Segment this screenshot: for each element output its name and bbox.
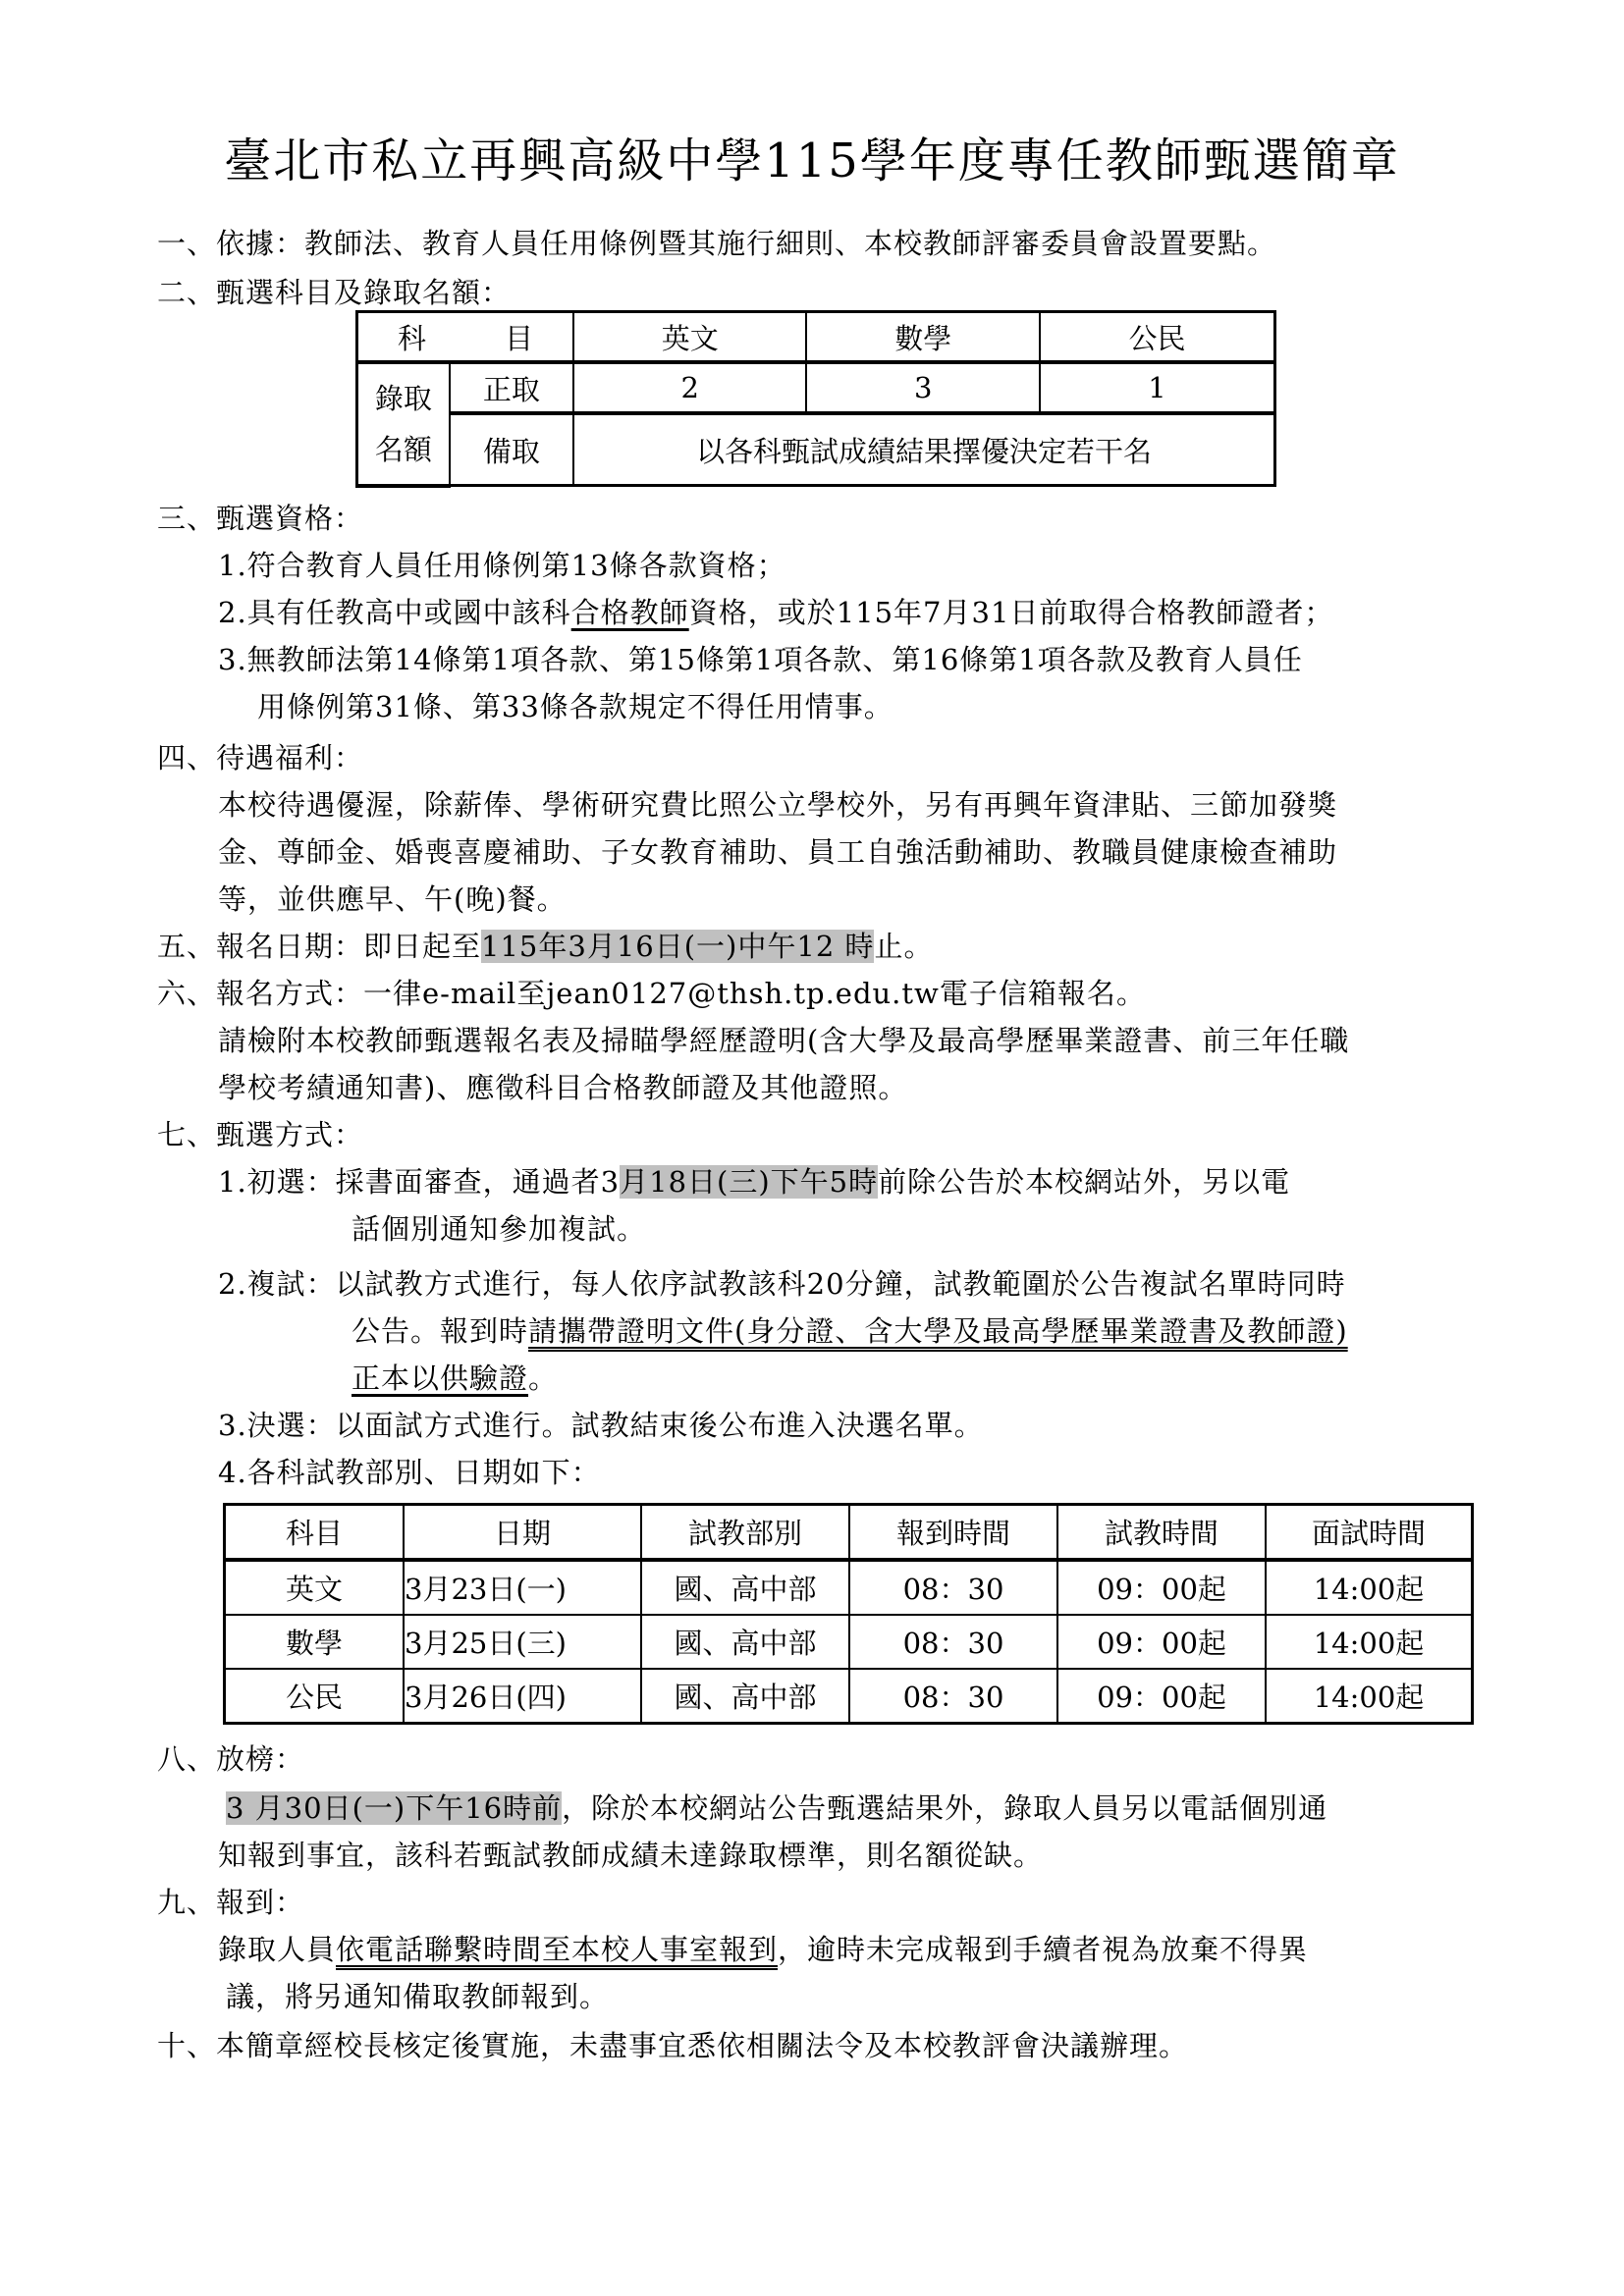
schedule-cell: 09：00起 — [1057, 1669, 1266, 1724]
section-3-item-1: 1.符合教育人員任用條例第13條各款資格； — [218, 549, 786, 582]
section-8-label: 八、放榜： — [157, 1742, 305, 1776]
quota-regular-count: 3 — [806, 362, 1039, 413]
schedule-cell: 國、高中部 — [641, 1669, 849, 1724]
section-1-label: 一、依據： — [157, 227, 305, 260]
schedule-cell: 公民 — [225, 1669, 405, 1724]
section-7-item-1 — [218, 1162, 1290, 1201]
schedule-cell: 14:00起 — [1266, 1615, 1473, 1669]
section-7-item-1-text-a: 1.初選：採書面審查，通過者3 — [218, 1165, 621, 1199]
section-7-item-2-line-3 — [352, 1359, 558, 1398]
section-8-line-2: 知報到事宜，該科若甄試教師成績未達錄取標準，則名額從缺。 — [218, 1839, 1044, 1872]
section-9-line-1 — [218, 1930, 1308, 1969]
quota-alternate-label: 備取 — [450, 413, 573, 486]
document-title: 臺北市私立再興高級中學115學年度專任教師甄選簡章 — [224, 133, 1400, 188]
schedule-cell: 數學 — [225, 1615, 405, 1669]
section-7-item-2-underlined-2: 正本以供驗證 — [352, 1362, 529, 1395]
section-9-label: 九、報到： — [157, 1886, 305, 1919]
section-1 — [157, 224, 1276, 263]
section-8-line-1-text: ，除於本校網站公告甄選結果外，錄取人員另以電話個別通 — [562, 1791, 1328, 1825]
schedule-header-cell: 報到時間 — [849, 1505, 1057, 1561]
section-7-item-2-line-2 — [352, 1311, 1348, 1351]
quota-regular-count: 2 — [573, 362, 806, 413]
schedule-header-cell: 面試時間 — [1266, 1505, 1473, 1561]
schedule-table — [223, 1503, 1474, 1725]
section-7-item-2-line-1: 2.複試：以試教方式進行，每人依序試教該科20分鐘，試教範圍於公告複試名單時同時 — [218, 1267, 1346, 1301]
section-4-label: 四、待遇福利： — [157, 741, 364, 774]
schedule-cell: 3月26日(四) — [404, 1669, 641, 1724]
section-3-item-3-line-2: 用條例第31條、第33條各款規定不得任用情事。 — [257, 690, 893, 723]
results-date-highlight: 3 月30日(一)下午16時前 — [226, 1791, 563, 1825]
section-9-underlined: 依電話聯繫時間至本校人事室報到 — [336, 1933, 779, 1966]
quota-header-label-a: 科 — [397, 321, 426, 355]
preliminary-deadline-highlight: 月18日(三)下午5時 — [620, 1165, 879, 1199]
schedule-cell: 英文 — [225, 1560, 405, 1615]
quota-header-label-b: 目 — [505, 321, 534, 355]
schedule-cell: 09：00起 — [1057, 1560, 1266, 1615]
schedule-cell: 國、高中部 — [641, 1615, 849, 1669]
quota-group-label-b: 名額 — [374, 432, 432, 466]
section-6-label: 六、報名方式： — [157, 977, 364, 1010]
quota-table — [355, 310, 1276, 488]
schedule-header-row — [225, 1505, 1473, 1561]
section-6-line-3: 學校考績通知書)、應徵科目合格教師證及其他證照。 — [218, 1071, 908, 1104]
section-9-text-a: 錄取人員 — [218, 1933, 337, 1966]
section-5-text-b: 止。 — [874, 930, 934, 963]
section-7-item-3: 3.決選：以面試方式進行。試教結束後公布進入決選名單。 — [218, 1409, 984, 1442]
section-3-label: 三、甄選資格： — [157, 502, 364, 535]
schedule-header-cell: 試教部別 — [641, 1505, 849, 1561]
section-2-label: 二、甄選科目及錄取名額： — [157, 276, 512, 309]
quota-regular-label: 正取 — [450, 362, 573, 413]
section-3-item-2-text-b: 資格，或於115年7月31日前取得合格教師證者； — [688, 596, 1334, 629]
section-7-item-2-text-b: 。 — [528, 1362, 559, 1395]
schedule-cell: 08：30 — [849, 1615, 1057, 1669]
section-5 — [157, 927, 934, 966]
quota-header-row — [357, 312, 1275, 363]
quota-group-label-a: 錄取 — [374, 381, 432, 415]
section-3-item-2 — [218, 593, 1333, 632]
section-1-text: 教師法、教育人員任用條例暨其施行細則、本校教師評審委員會設置要點。 — [304, 227, 1277, 260]
schedule-header-cell: 科目 — [225, 1505, 405, 1561]
section-6-line-2: 請檢附本校教師甄選報名表及掃瞄學經歷證明(含大學及最高學歷畢業證書、前三年任職 — [218, 1024, 1350, 1057]
schedule-header-cell: 日期 — [404, 1505, 641, 1561]
schedule-cell: 09：00起 — [1057, 1615, 1266, 1669]
quota-subject-cell: 公民 — [1040, 312, 1275, 363]
section-4-line-2: 金、尊師金、婚喪喜慶補助、子女教育補助、員工自強活動補助、教職員健康檢查補助 — [218, 835, 1338, 869]
section-3-item-3-line-1: 3.無教師法第14條第1項各款、第15條第1項各款、第16條第1項各款及教育人員任 — [218, 643, 1303, 676]
section-4-line-1: 本校待遇優渥，除薪俸、學術研究費比照公立學校外，另有再興年資津貼、三節加發獎 — [218, 788, 1338, 822]
schedule-cell: 14:00起 — [1266, 1669, 1473, 1724]
quota-header-cell — [357, 312, 574, 363]
schedule-header-cell: 試教時間 — [1057, 1505, 1266, 1561]
quota-group-cell — [357, 362, 450, 486]
section-5-label: 五、報名日期： — [157, 930, 364, 963]
registration-deadline-highlight: 115年3月16日(一)中午12 時 — [481, 930, 875, 963]
schedule-cell: 3月25日(三) — [404, 1615, 641, 1669]
schedule-cell: 08：30 — [849, 1669, 1057, 1724]
quota-regular-row — [357, 362, 1275, 413]
section-9-line-2: 議，將另通知備取教師報到。 — [226, 1980, 610, 2013]
section-3-item-2-underlined: 合格教師 — [570, 596, 689, 629]
quota-alternate-text: 以各科甄試成績結果擇優決定若干名 — [573, 413, 1275, 486]
schedule-cell: 國、高中部 — [641, 1560, 849, 1615]
section-3-item-2-text-a: 2.具有任教高中或國中該科 — [218, 596, 571, 629]
section-7-label: 七、甄選方式： — [157, 1118, 364, 1151]
schedule-row — [225, 1615, 1473, 1669]
quota-subject-cell: 數學 — [806, 312, 1039, 363]
section-7-item-1-line-2: 話個別通知參加複試。 — [352, 1212, 647, 1246]
schedule-cell: 14:00起 — [1266, 1560, 1473, 1615]
section-7-item-2-text-a: 公告。報到時 — [352, 1314, 529, 1348]
quota-alternate-row — [357, 413, 1275, 486]
section-4-line-3: 等，並供應早、午(晚)餐。 — [218, 882, 567, 916]
section-8-line-1 — [226, 1789, 1327, 1828]
section-10: 十、本簡章經校長核定後實施，未盡事宜悉依相關法令及本校教評會決議辦理。 — [157, 2029, 1189, 2062]
section-7-item-2-underlined: 請攜帶證明文件(身分證、含大學及最高學歷畢業證書及教師證) — [528, 1314, 1348, 1348]
schedule-row — [225, 1669, 1473, 1724]
quota-subject-cell: 英文 — [573, 312, 806, 363]
section-7-item-1-text-b: 前除公告於本校網站外，另以電 — [878, 1165, 1291, 1199]
section-5-text-a: 即日起至 — [363, 930, 482, 963]
section-9-text-b: ，逾時未完成報到手續者視為放棄不得異 — [778, 1933, 1309, 1966]
section-6-line-1: 一律e-mail至jean0127@thsh.tp.edu.tw電子信箱報名。 — [363, 977, 1146, 1010]
schedule-row — [225, 1560, 1473, 1615]
section-6 — [157, 974, 1146, 1013]
schedule-cell: 3月23日(一) — [404, 1560, 641, 1615]
schedule-cell: 08：30 — [849, 1560, 1057, 1615]
section-7-item-4: 4.各科試教部別、日期如下： — [218, 1456, 601, 1489]
quota-regular-count: 1 — [1040, 362, 1275, 413]
